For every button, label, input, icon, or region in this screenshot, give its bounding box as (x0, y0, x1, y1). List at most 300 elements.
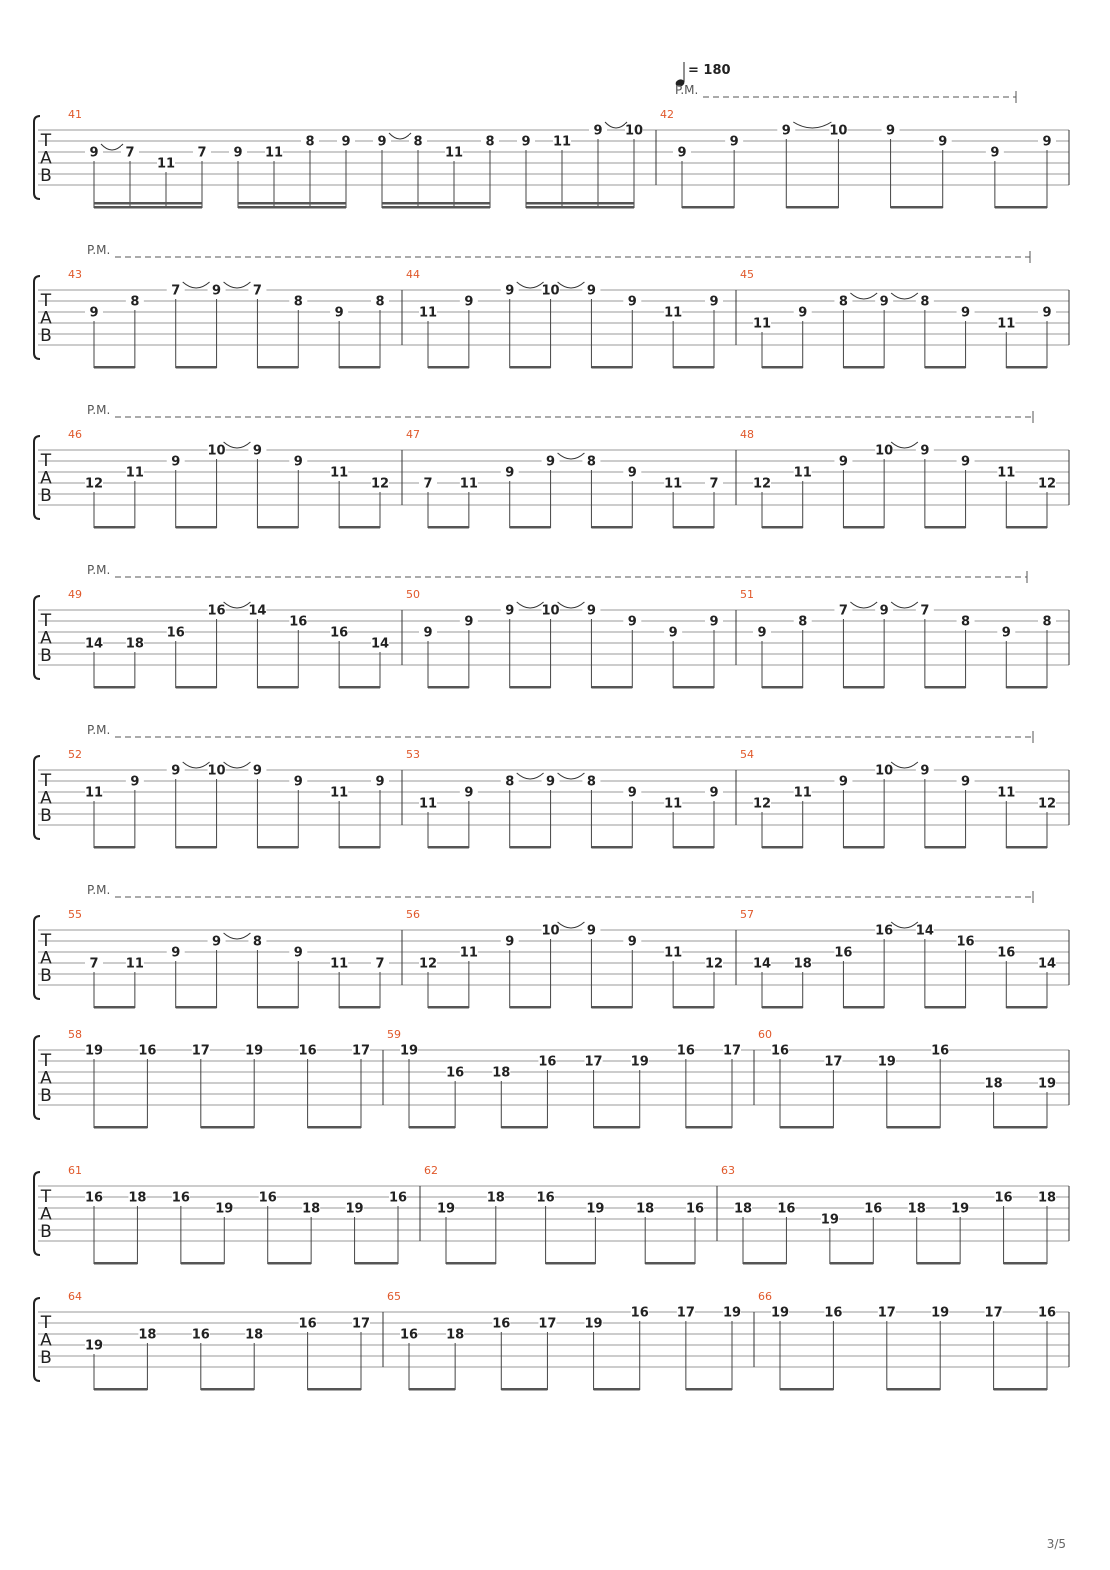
measure (758, 1028, 1056, 1129)
fret-number: 17 (676, 1305, 695, 1321)
fret-number: 7 (838, 603, 848, 619)
beam (339, 686, 380, 689)
beam (94, 202, 202, 205)
fret-number: 16 (770, 1043, 790, 1059)
fret-number: 9 (1042, 134, 1052, 150)
fret-number: 8 (961, 614, 971, 630)
fret-number: 9 (464, 785, 474, 801)
fret-number: 7 (920, 603, 930, 619)
fret-number: 9 (1042, 305, 1052, 321)
beam (887, 1388, 940, 1391)
fret-number: 16 (399, 1327, 419, 1343)
tie-arc (850, 602, 877, 608)
beam (510, 366, 551, 369)
tie-arc (558, 922, 585, 928)
measure-number: 53 (406, 748, 420, 761)
beam (308, 1388, 361, 1391)
palm-mute-label: P.M. (87, 403, 111, 417)
beam (594, 1388, 640, 1391)
fret-number: 19 (951, 1201, 970, 1217)
fret-number: 19 (770, 1305, 790, 1321)
fret-number: 7 (89, 956, 99, 972)
palm-mute-label: P.M. (87, 563, 111, 577)
fret-number: 9 (171, 454, 181, 470)
tie-arc (183, 282, 210, 288)
beam (94, 1388, 147, 1391)
fret-number: 9 (627, 934, 637, 950)
beam (382, 202, 490, 205)
fret-number: 18 (128, 1190, 147, 1206)
measure (68, 108, 643, 209)
clef-letter: T (40, 1313, 52, 1333)
fret-number: 10 (541, 603, 560, 619)
measure (68, 1290, 370, 1391)
fret-number: 9 (938, 134, 948, 150)
fret-number: 19 (722, 1305, 742, 1321)
fret-number: 9 (961, 454, 971, 470)
fret-number: 9 (586, 603, 596, 619)
beam (645, 1262, 695, 1265)
fret-number: 11 (84, 785, 104, 801)
beam (428, 526, 469, 529)
system-bracket (34, 1298, 40, 1381)
tab-system (34, 243, 1069, 369)
beam (995, 206, 1047, 209)
measure (406, 748, 723, 849)
fret-number: 19 (630, 1054, 649, 1070)
tie-arc (605, 122, 627, 128)
measure (68, 588, 389, 689)
fret-number: 9 (838, 454, 848, 470)
measure-number: 57 (740, 908, 754, 921)
fret-number: 9 (130, 774, 140, 790)
measure-number: 44 (406, 268, 420, 281)
fret-number: 14 (1037, 956, 1057, 972)
beam (339, 846, 380, 849)
fret-number: 9 (171, 945, 181, 961)
fret-number: 8 (586, 454, 596, 470)
beam (780, 1388, 833, 1391)
clef-letter: B (40, 646, 52, 667)
fret-number: 16 (824, 1305, 843, 1321)
measure-number: 50 (406, 588, 420, 601)
fret-number: 18 (138, 1327, 157, 1343)
beam (201, 1388, 254, 1391)
beam (339, 1006, 380, 1009)
fret-number: 10 (207, 443, 226, 459)
beam (428, 686, 469, 689)
fret-number: 8 (505, 774, 515, 790)
fret-number: 9 (757, 625, 767, 641)
beam (257, 1006, 298, 1009)
beam (546, 1262, 596, 1265)
tie-arc (558, 453, 585, 459)
fret-number: 9 (293, 774, 303, 790)
fret-number: 9 (89, 145, 99, 161)
beam (94, 1006, 135, 1009)
tie-arc (517, 773, 544, 779)
measure (406, 908, 723, 1009)
fret-number: 19 (820, 1212, 839, 1228)
fret-number: 9 (961, 774, 971, 790)
beam (762, 686, 803, 689)
fret-number: 19 (1037, 1076, 1057, 1092)
fret-number: 10 (875, 443, 894, 459)
tie-arc (891, 293, 918, 299)
clef-letter: A (40, 468, 52, 489)
beam (257, 526, 298, 529)
fret-number: 11 (330, 785, 349, 801)
beam (339, 366, 380, 369)
fret-number: 9 (212, 283, 222, 299)
measure-number: 51 (740, 588, 754, 601)
fret-number: 8 (920, 294, 930, 310)
fret-number: 9 (709, 294, 719, 310)
beam (176, 846, 217, 849)
palm-mute-label: P.M. (87, 883, 111, 897)
clef-letter: B (40, 966, 52, 987)
beam (673, 526, 714, 529)
beam (780, 1126, 833, 1129)
measure (660, 108, 1056, 209)
beam (94, 366, 135, 369)
fret-number: 17 (538, 1316, 557, 1332)
fret-number: 16 (191, 1327, 210, 1343)
beam (409, 1126, 455, 1129)
clef-letter: T (40, 291, 52, 311)
fret-number: 9 (668, 625, 678, 641)
fret-number: 11 (459, 476, 478, 492)
fret-number: 11 (459, 945, 478, 961)
measure (387, 1028, 741, 1129)
fret-number: 19 (586, 1201, 605, 1217)
fret-number: 11 (664, 305, 683, 321)
palm-mute-label: P.M. (87, 243, 111, 257)
fret-number: 9 (1001, 625, 1011, 641)
clef-letter: B (40, 326, 52, 347)
fret-number: 9 (920, 763, 930, 779)
clef-letter: A (40, 1330, 52, 1351)
measure-number: 56 (406, 908, 420, 921)
measure-number: 55 (68, 908, 82, 921)
fret-number: 17 (722, 1043, 742, 1059)
beam (994, 1388, 1047, 1391)
beam (762, 526, 803, 529)
fret-number: 9 (464, 294, 474, 310)
beam (743, 1262, 786, 1265)
fret-number: 9 (709, 614, 719, 630)
fret-number: 12 (704, 956, 724, 972)
measure (68, 268, 389, 369)
beam (446, 1262, 496, 1265)
tab-system (34, 563, 1069, 689)
beam (176, 366, 217, 369)
beam (786, 206, 838, 209)
beam (673, 366, 714, 369)
beam (181, 1262, 224, 1265)
fret-number: 10 (207, 763, 226, 779)
measure (406, 268, 723, 369)
fret-number: 17 (984, 1305, 1003, 1321)
fret-number: 8 (1042, 614, 1052, 630)
beam (673, 1006, 714, 1009)
clef-letter: B (40, 1222, 52, 1243)
clef-letter: T (40, 611, 52, 631)
measure (406, 428, 723, 529)
fret-number: 16 (931, 1043, 950, 1059)
fret-number: 8 (485, 134, 495, 150)
clef-letter: A (40, 308, 52, 329)
fret-number: 8 (375, 294, 385, 310)
fret-number: 9 (627, 465, 637, 481)
clef-letter: A (40, 948, 52, 969)
fret-number: 9 (171, 763, 181, 779)
fret-number: 12 (752, 476, 772, 492)
fret-number: 16 (997, 945, 1016, 961)
fret-number: 11 (156, 156, 176, 172)
measure (740, 428, 1056, 529)
measure (758, 1290, 1056, 1391)
clef-letter: B (40, 166, 52, 187)
fret-number: 9 (377, 134, 387, 150)
beam (591, 1006, 632, 1009)
fret-number: 16 (207, 603, 226, 619)
fret-number: 9 (586, 923, 596, 939)
measure (740, 908, 1056, 1009)
fret-number: 11 (125, 956, 144, 972)
fret-number: 17 (351, 1316, 371, 1332)
fret-number: 9 (464, 614, 474, 630)
fret-number: 11 (664, 796, 683, 812)
fret-number: 8 (305, 134, 315, 150)
fret-number: 16 (388, 1190, 408, 1206)
beam (686, 1388, 732, 1391)
fret-number: 12 (752, 796, 772, 812)
fret-number: 18 (1037, 1190, 1057, 1206)
measure (387, 1290, 741, 1391)
fret-number: 7 (709, 476, 719, 492)
beam (830, 1262, 873, 1265)
beam (762, 1006, 803, 1009)
beam (843, 526, 884, 529)
system-bracket (34, 276, 40, 359)
fret-number: 9 (709, 785, 719, 801)
fret-number: 9 (729, 134, 739, 150)
beam (428, 366, 469, 369)
system-bracket (34, 436, 40, 519)
tie-arc (558, 602, 585, 608)
fret-number: 9 (293, 945, 303, 961)
fret-number: 7 (197, 145, 207, 161)
beam (94, 846, 135, 849)
fret-number: 9 (586, 283, 596, 299)
beam (339, 526, 380, 529)
measure-number: 63 (721, 1164, 735, 1177)
fret-number: 16 (446, 1065, 465, 1081)
fret-number: 16 (538, 1054, 557, 1070)
system-bracket (34, 1036, 40, 1119)
beam (1006, 366, 1047, 369)
fret-number: 9 (961, 305, 971, 321)
system-bracket (34, 916, 40, 999)
fret-number: 19 (877, 1054, 896, 1070)
fret-number: 16 (676, 1043, 695, 1059)
fret-number: 7 (252, 283, 262, 299)
beam (843, 366, 884, 369)
clef-letter: A (40, 1204, 52, 1225)
beam (887, 1126, 940, 1129)
measure-number: 41 (68, 108, 82, 121)
beam (501, 1388, 547, 1391)
beam (673, 686, 714, 689)
fret-number: 16 (994, 1190, 1013, 1206)
measure-number: 66 (758, 1290, 772, 1303)
beam (409, 1388, 455, 1391)
measure-number: 58 (68, 1028, 82, 1041)
tie-arc (389, 133, 411, 139)
fret-number: 17 (877, 1305, 896, 1321)
measure (68, 1164, 407, 1265)
fret-number: 9 (593, 123, 603, 139)
fret-number: 14 (915, 923, 934, 939)
beam (1006, 1006, 1047, 1009)
beam (176, 526, 217, 529)
beam (591, 846, 632, 849)
measure-number: 46 (68, 428, 82, 441)
tie-arc (558, 282, 585, 288)
fret-number: 7 (423, 476, 433, 492)
fret-number: 10 (541, 283, 560, 299)
beam (94, 686, 135, 689)
beam (94, 206, 202, 209)
clef-letter: T (40, 451, 52, 471)
beam (1006, 526, 1047, 529)
fret-number: 11 (444, 145, 464, 161)
fret-number: 9 (375, 774, 385, 790)
beam (238, 206, 346, 209)
beam (762, 366, 803, 369)
beam (591, 526, 632, 529)
fret-number: 17 (824, 1054, 843, 1070)
fret-number: 14 (84, 636, 104, 652)
fret-number: 8 (586, 774, 596, 790)
tab-system (34, 1028, 1069, 1129)
fret-number: 12 (418, 956, 438, 972)
fret-number: 9 (334, 305, 344, 321)
clef-letter: T (40, 131, 52, 151)
tie-arc (224, 602, 251, 608)
fret-number: 16 (258, 1190, 277, 1206)
measure (740, 268, 1056, 369)
fret-number: 11 (793, 465, 812, 481)
tempo-value: = 180 (688, 63, 731, 78)
fret-number: 9 (781, 123, 791, 139)
fret-number: 19 (399, 1043, 419, 1059)
fret-number: 9 (886, 123, 896, 139)
fret-number: 9 (252, 763, 262, 779)
fret-number: 17 (351, 1043, 371, 1059)
beam (1006, 686, 1047, 689)
beam (94, 526, 135, 529)
fret-number: 16 (171, 1190, 190, 1206)
fret-number: 9 (505, 603, 515, 619)
fret-number: 16 (298, 1316, 317, 1332)
measure (68, 1028, 370, 1129)
beam (257, 686, 298, 689)
beam (594, 1126, 640, 1129)
beam (917, 1262, 960, 1265)
fret-number: 19 (245, 1043, 264, 1059)
tab-system (34, 403, 1069, 529)
fret-number: 9 (879, 603, 889, 619)
fret-number: 9 (233, 145, 243, 161)
fret-number: 19 (436, 1201, 456, 1217)
tie-arc (517, 602, 544, 608)
fret-number: 12 (1037, 796, 1057, 812)
beam (428, 1006, 469, 1009)
fret-number: 9 (293, 454, 303, 470)
fret-number: 14 (248, 603, 267, 619)
beam (510, 526, 551, 529)
tie-arc (850, 293, 877, 299)
clef-letter: B (40, 806, 52, 827)
fret-number: 10 (624, 123, 644, 139)
beam (176, 1006, 217, 1009)
fret-number: 14 (752, 956, 772, 972)
fret-number: 9 (627, 614, 637, 630)
beam (257, 366, 298, 369)
fret-number: 18 (733, 1201, 753, 1217)
clef-letter: B (40, 1086, 52, 1107)
fret-number: 8 (252, 934, 262, 950)
beam (238, 202, 346, 205)
beam (591, 686, 632, 689)
fret-number: 16 (630, 1305, 649, 1321)
tie-arc (891, 762, 918, 768)
measure (740, 588, 1056, 689)
tie-arc (558, 773, 585, 779)
beam (355, 1262, 398, 1265)
fret-number: 11 (125, 465, 144, 481)
measure (68, 428, 389, 529)
fret-number: 16 (864, 1201, 883, 1217)
beam (201, 1126, 254, 1129)
measure-number: 62 (424, 1164, 438, 1177)
fret-number: 8 (838, 294, 848, 310)
fret-number: 9 (677, 145, 687, 161)
fret-number: 11 (997, 316, 1016, 332)
beam (268, 1262, 311, 1265)
tab-system (34, 1290, 1069, 1391)
fret-number: 12 (370, 476, 390, 492)
beam (1004, 1262, 1047, 1265)
system-bracket (34, 596, 40, 679)
fret-number: 10 (875, 763, 894, 779)
fret-number: 12 (1037, 476, 1057, 492)
fret-number: 9 (212, 934, 222, 950)
fret-number: 16 (956, 934, 975, 950)
measure-number: 43 (68, 268, 82, 281)
measure-number: 48 (740, 428, 754, 441)
beam (94, 1262, 137, 1265)
beam (843, 846, 884, 849)
fret-number: 8 (130, 294, 140, 310)
measure-number: 47 (406, 428, 420, 441)
fret-number: 18 (984, 1076, 1003, 1092)
measure (721, 1164, 1056, 1265)
measure-number: 45 (740, 268, 754, 281)
fret-number: 18 (486, 1190, 505, 1206)
